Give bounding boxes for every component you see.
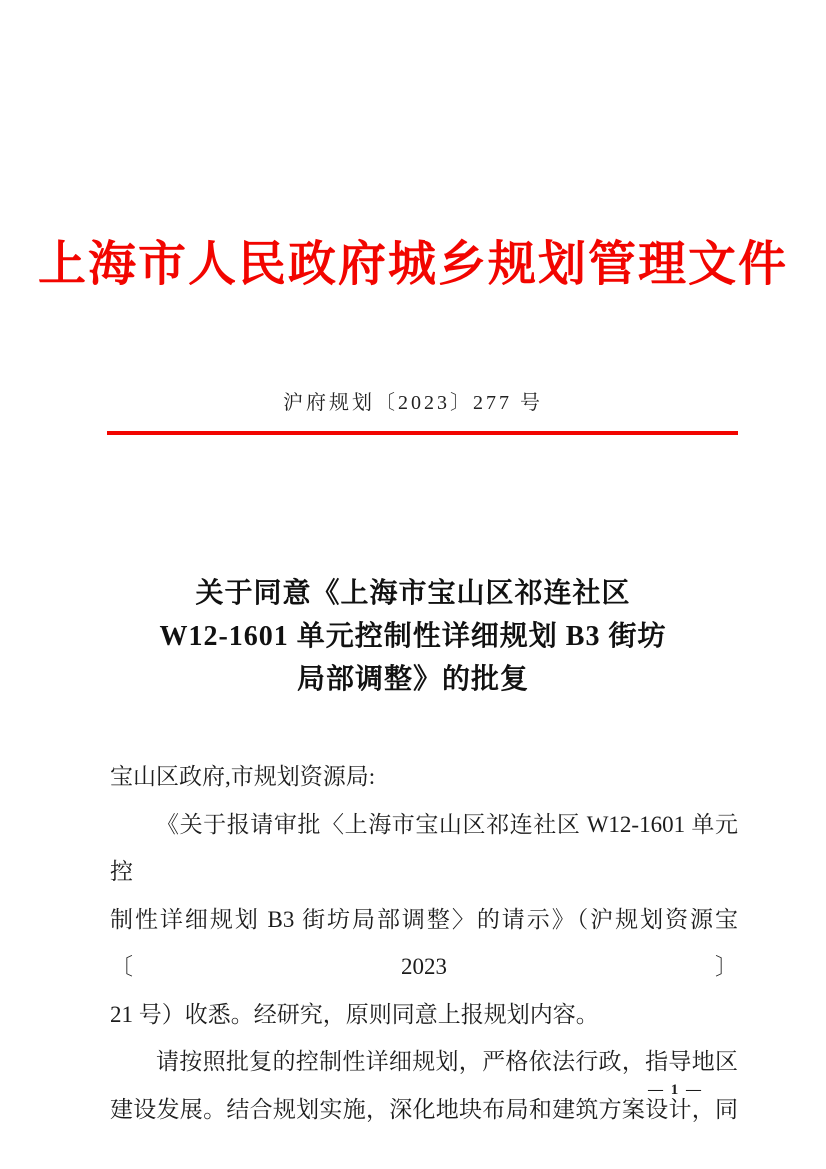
body-line: 21 号）收悉。经研究，原则同意上报规划内容。 bbox=[110, 1001, 599, 1027]
body-line: 建设发展。结合规划实施，深化地块布局和建筑方案设计，同 bbox=[110, 1096, 738, 1122]
page-number: — 1 — bbox=[648, 1082, 703, 1098]
masthead-title: 上海市人民政府城乡规划管理文件 bbox=[37, 238, 788, 291]
document-title-line: W12-1601 单元控制性详细规划 B3 街坊 bbox=[159, 621, 667, 652]
body-line: 《关于报请审批〈上海市宝山区祁连社区 W12-1601 单元控 bbox=[110, 811, 738, 884]
salutation-line: 宝山区政府,市规划资源局: bbox=[110, 764, 376, 789]
body-line: 请按照批复的控制性详细规划，严格依法行政，指导地区 bbox=[156, 1049, 738, 1074]
document-title bbox=[0, 572, 826, 701]
body-line: 制性详细规划 B3 街坊局部调整〉的请示》（沪规划资源宝〔2023〕 bbox=[110, 906, 738, 979]
document-title-line: 关于同意《上海市宝山区祁连社区 bbox=[195, 578, 631, 609]
body-text bbox=[110, 753, 738, 1133]
document-title-line: 局部调整》的批复 bbox=[296, 664, 529, 695]
document-number: 沪府规划〔2023〕277 号 bbox=[283, 392, 543, 414]
red-divider-line bbox=[107, 431, 738, 435]
